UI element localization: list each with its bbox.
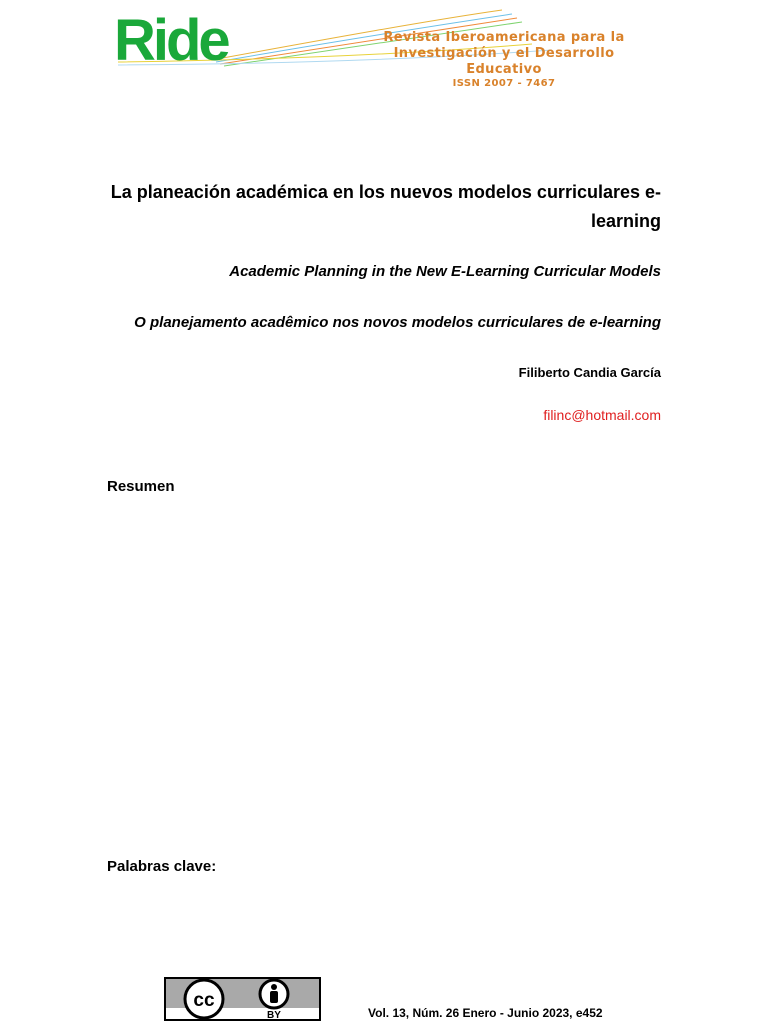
author-email-link[interactable]: filinc@hotmail.com xyxy=(543,407,661,423)
journal-name-line2: Investigación y el Desarrollo Educativo xyxy=(393,46,615,77)
journal-name-line1: Revista Iberoamericana para la xyxy=(383,30,625,45)
journal-masthead xyxy=(112,4,657,89)
article-title-english: Academic Planning in the New E-Learning Curricular Models xyxy=(229,263,661,280)
volume-info: Vol. 13, Núm. 26 Enero - Junio 2023, e452 xyxy=(368,1006,603,1020)
journal-name xyxy=(354,30,654,90)
article-title: La planeación académica en los nuevos modelos curriculares e-learning xyxy=(110,182,661,231)
issn-label: ISSN 2007 - 7467 xyxy=(452,78,556,89)
author-name: Filiberto Candia García xyxy=(518,365,661,380)
article-title-portuguese: O planejamento acadêmico nos novos modelos curriculares de e-learning xyxy=(134,314,661,331)
keywords-heading: Palabras clave: xyxy=(107,858,217,875)
cc-by-license-badge[interactable] xyxy=(164,977,321,1021)
logo-wordmark: Ride xyxy=(114,8,228,73)
cc-icon-label: cc xyxy=(193,990,215,1011)
by-label: BY xyxy=(267,1010,281,1021)
resumen-heading: Resumen xyxy=(107,478,175,495)
